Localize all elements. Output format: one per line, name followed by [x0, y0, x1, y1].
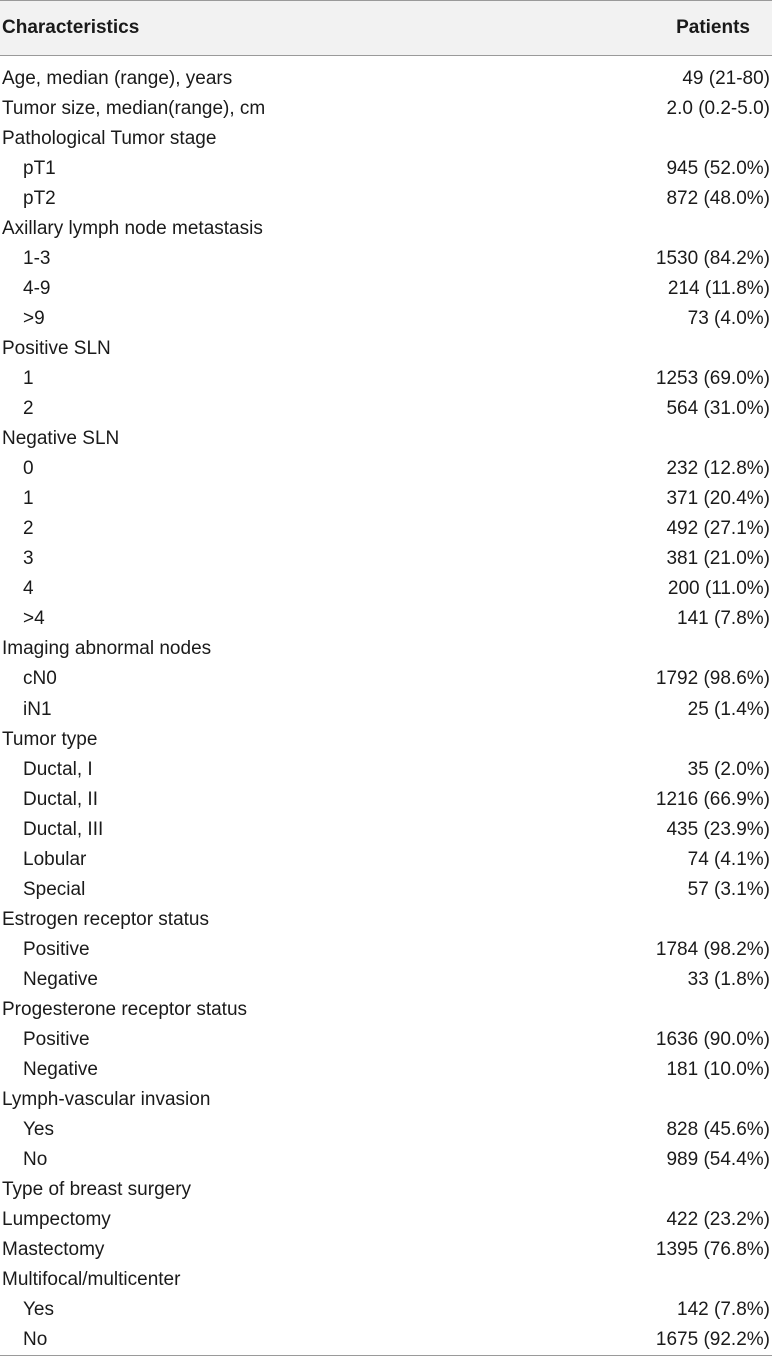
- row-value: 828 (45.6%): [666, 1119, 770, 1141]
- row-label: Yes: [23, 1299, 54, 1321]
- row-label: Negative: [23, 1059, 98, 1081]
- row-value: 371 (20.4%): [666, 488, 770, 510]
- row-label: No: [23, 1149, 48, 1171]
- row-label: Age, median (range), years: [2, 67, 233, 89]
- table-row: [0, 63, 772, 93]
- row-label: Axillary lymph node metastasis: [2, 217, 263, 239]
- table-row: [0, 1325, 772, 1355]
- row-label: 2: [23, 398, 34, 420]
- table-section-row: [0, 333, 772, 363]
- table-row: [0, 93, 772, 123]
- row-value: 141 (7.8%): [677, 608, 770, 630]
- row-value: 181 (10.0%): [666, 1059, 770, 1081]
- table-row: [0, 814, 772, 844]
- table-row: [0, 243, 772, 273]
- table-row: [0, 544, 772, 574]
- row-label: Mastectomy: [2, 1239, 105, 1261]
- row-value: 74 (4.1%): [687, 848, 770, 870]
- table-section-row: [0, 424, 772, 454]
- table-row: [0, 1145, 772, 1175]
- row-value: 381 (21.0%): [666, 548, 770, 570]
- table-row: [0, 574, 772, 604]
- table-row: [0, 874, 772, 904]
- row-label: Type of breast surgery: [2, 1179, 192, 1201]
- row-label: 2: [23, 518, 34, 540]
- table-section-row: [0, 724, 772, 754]
- row-label: No: [23, 1329, 48, 1351]
- table-row: [0, 754, 772, 784]
- row-label: Ductal, II: [23, 788, 98, 810]
- row-value: 49 (21-80): [682, 67, 770, 89]
- table-row: [0, 1115, 772, 1145]
- table-section-row: [0, 634, 772, 664]
- table-section-row: [0, 904, 772, 934]
- row-label: Special: [23, 878, 86, 900]
- row-label: Lumpectomy: [2, 1209, 111, 1231]
- row-label: pT1: [23, 157, 56, 179]
- row-value: 945 (52.0%): [666, 157, 770, 179]
- row-label: Estrogen receptor status: [2, 908, 209, 930]
- row-label: 1: [23, 488, 34, 510]
- table-section-row: [0, 1085, 772, 1115]
- row-label: iN1: [23, 698, 52, 720]
- table-section-row: [0, 994, 772, 1024]
- row-value: 872 (48.0%): [666, 187, 770, 209]
- row-label: Multifocal/multicenter: [2, 1269, 181, 1291]
- table-row: [0, 1295, 772, 1325]
- row-value: 1792 (98.6%): [655, 668, 770, 690]
- row-label: Tumor size, median(range), cm: [2, 97, 266, 119]
- table-section-row: [0, 213, 772, 243]
- row-label: Negative: [23, 968, 98, 990]
- row-label: Lobular: [23, 848, 87, 870]
- table-row: [0, 183, 772, 213]
- row-label: pT2: [23, 187, 56, 209]
- row-label: Progesterone receptor status: [2, 998, 248, 1020]
- table-section-row: [0, 1175, 772, 1205]
- row-value: 200 (11.0%): [667, 578, 770, 600]
- bottom-rule: [0, 1355, 772, 1356]
- row-value: 1636 (90.0%): [655, 1029, 770, 1051]
- row-label: Pathological Tumor stage: [2, 127, 217, 149]
- table-row: [0, 964, 772, 994]
- row-value: 214 (11.8%): [667, 277, 770, 299]
- row-label: Negative SLN: [2, 428, 120, 450]
- table-section-row: [0, 1265, 772, 1295]
- table-header: [0, 1, 772, 55]
- row-value: 1675 (92.2%): [655, 1329, 770, 1351]
- row-value: 1784 (98.2%): [655, 938, 770, 960]
- table-row: [0, 514, 772, 544]
- row-label: 1: [23, 367, 34, 389]
- table-row: [0, 604, 772, 634]
- row-label: 1-3: [23, 247, 51, 269]
- row-value: 33 (1.8%): [687, 968, 770, 990]
- table-section-row: [0, 123, 772, 153]
- table-row: [0, 394, 772, 424]
- row-value: 1395 (76.8%): [655, 1239, 770, 1261]
- row-value: 73 (4.0%): [687, 307, 770, 329]
- header-characteristics: Characteristics: [2, 17, 140, 38]
- row-label: Imaging abnormal nodes: [2, 638, 212, 660]
- row-value: 989 (54.4%): [666, 1149, 770, 1171]
- table-row: [0, 153, 772, 183]
- row-value: 232 (12.8%): [666, 458, 770, 480]
- row-value: 2.0 (0.2-5.0): [666, 97, 770, 119]
- row-value: 57 (3.1%): [687, 878, 770, 900]
- table-row: [0, 1235, 772, 1265]
- table-row: [0, 1025, 772, 1055]
- row-label: Ductal, I: [23, 758, 93, 780]
- row-label: Yes: [23, 1119, 54, 1141]
- row-label: >4: [23, 608, 45, 630]
- row-label: Positive: [23, 1029, 90, 1051]
- row-value: 142 (7.8%): [677, 1299, 770, 1321]
- row-value: 435 (23.9%): [666, 818, 770, 840]
- row-label: Positive: [23, 938, 90, 960]
- table-row: [0, 844, 772, 874]
- row-label: 0: [23, 458, 34, 480]
- row-label: 4: [23, 578, 34, 600]
- row-label: Ductal, III: [23, 818, 104, 840]
- row-value: 1216 (66.9%): [655, 788, 770, 810]
- row-label: Lymph-vascular invasion: [2, 1089, 211, 1111]
- table-row: [0, 1205, 772, 1235]
- row-label: >9: [23, 307, 45, 329]
- table-row: [0, 484, 772, 514]
- row-value: 35 (2.0%): [687, 758, 770, 780]
- row-value: 564 (31.0%): [666, 398, 770, 420]
- row-value: 422 (23.2%): [666, 1209, 770, 1231]
- table-row: [0, 934, 772, 964]
- row-label: cN0: [23, 668, 57, 690]
- row-value: 492 (27.1%): [666, 518, 770, 540]
- row-label: Tumor type: [2, 728, 98, 750]
- row-value: 1253 (69.0%): [655, 367, 770, 389]
- table-row: [0, 784, 772, 814]
- row-label: 4-9: [23, 277, 51, 299]
- table-row: [0, 694, 772, 724]
- row-label: 3: [23, 548, 34, 570]
- table-row: [0, 363, 772, 393]
- table-row: [0, 273, 772, 303]
- table-row: [0, 303, 772, 333]
- table-row: [0, 1055, 772, 1085]
- row-value: 1530 (84.2%): [655, 247, 770, 269]
- header-patients: Patients: [676, 17, 750, 38]
- table-body: [0, 63, 772, 1355]
- row-label: Positive SLN: [2, 337, 111, 359]
- table-row: [0, 454, 772, 484]
- row-value: 25 (1.4%): [687, 698, 770, 720]
- table-row: [0, 664, 772, 694]
